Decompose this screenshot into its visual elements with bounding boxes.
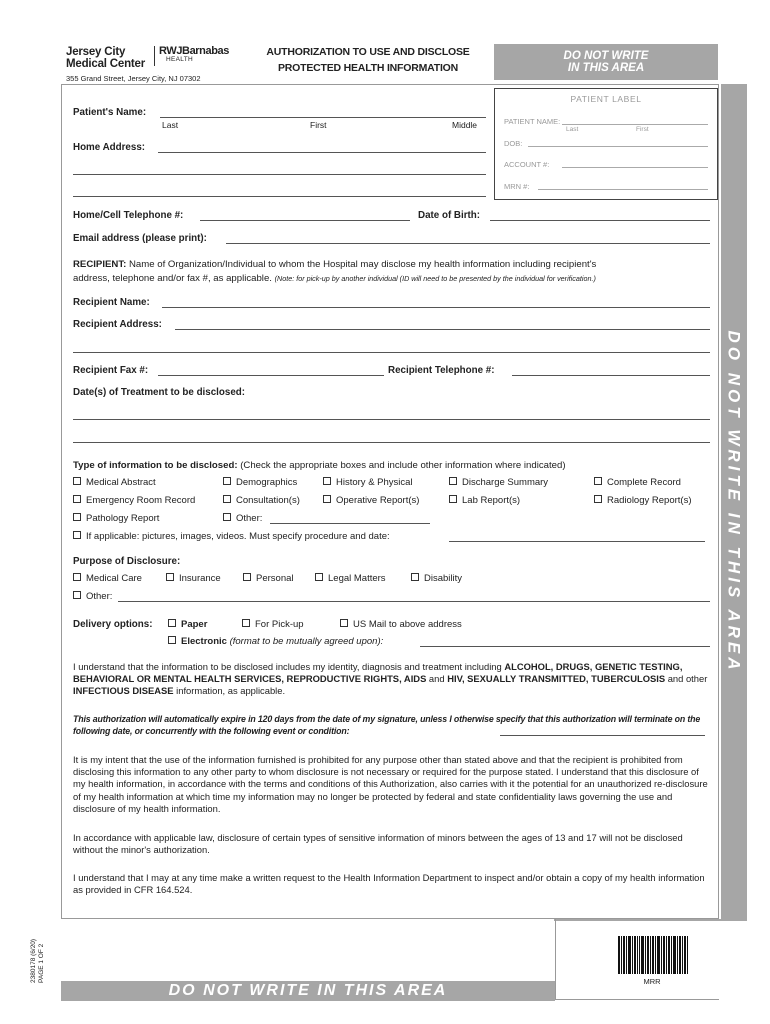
checkbox-icon	[340, 619, 348, 627]
p1-c: and	[426, 673, 448, 685]
recipient-name-field[interactable]	[162, 307, 710, 308]
checkbox-label: Complete Record	[607, 477, 681, 488]
checkbox-label: Radiology Report(s)	[607, 495, 692, 506]
label-dob-line	[528, 146, 708, 147]
checkbox-icon	[73, 591, 81, 599]
checkbox-medical-care[interactable]	[73, 573, 142, 584]
checkbox-label: Demographics	[236, 477, 298, 488]
checkbox-icon	[73, 495, 81, 503]
checkbox-lab-reports[interactable]	[449, 495, 520, 506]
checkbox-icon	[73, 573, 81, 581]
recipient-name-label: Recipient Name:	[73, 297, 150, 308]
form-title-line1: AUTHORIZATION TO USE AND DISCLOSE	[266, 46, 470, 58]
checkbox-label: Personal	[256, 573, 294, 584]
do-not-write-side-text: DO NOT WRITE IN THIS AREA	[725, 329, 744, 674]
checkbox-demographics[interactable]	[223, 477, 297, 488]
checkbox-icon	[449, 495, 457, 503]
patient-label-title: PATIENT LABEL	[570, 94, 642, 104]
do-not-write-top	[494, 44, 718, 80]
label-mrn: MRN #:	[504, 182, 530, 191]
checkbox-icon	[223, 477, 231, 485]
label-patient-name: PATIENT NAME:	[504, 117, 561, 126]
checkbox-label: Medical Abstract	[86, 477, 156, 488]
checkbox-label: Electronic	[181, 636, 227, 647]
home-address-field-1[interactable]	[158, 152, 486, 153]
checkbox-label: Pathology Report	[86, 513, 160, 524]
label-first: First	[636, 126, 649, 133]
p1-g: information, as applicable.	[173, 685, 286, 697]
label-mrn-line	[538, 189, 708, 190]
p1-e: and other	[665, 673, 708, 685]
form-page-number: PAGE 1 OF 2	[38, 943, 45, 983]
do-not-write-top-line1: DO NOT WRITE	[563, 50, 649, 62]
checkbox-other-info[interactable]	[223, 513, 262, 524]
checkbox-label: Lab Report(s)	[462, 495, 521, 506]
date-of-birth-field[interactable]	[490, 220, 710, 221]
home-address-label: Home Address:	[73, 142, 146, 153]
checkbox-icon	[449, 477, 457, 485]
purpose-heading: Purpose of Disclosure:	[73, 556, 181, 567]
checkbox-legal-matters[interactable]	[315, 573, 386, 584]
checkbox-label: Discharge Summary	[462, 477, 549, 488]
checkbox-label: Other:	[236, 513, 263, 524]
checkbox-icon	[594, 495, 602, 503]
checkbox-icon	[168, 636, 176, 644]
home-telephone-field[interactable]	[200, 220, 410, 221]
p1-b: ALCOHOL, DRUGS, GENETIC TESTING, BEHAVIORAL OR MENTAL HEALTH SERVICES, REPRODUCTIVE RIGHTS, AIDS	[73, 661, 683, 685]
mrr-label: MRR	[643, 977, 661, 986]
checkbox-label: History & Physical	[336, 477, 413, 488]
logo-line1: Jersey City	[66, 46, 126, 58]
paragraph-minors: In accordance with applicable law, disclosure of certain types of sensitive information of minors between the ages of 13 and 17 will not be disclosed without the minor's authorization.	[73, 832, 683, 856]
recipient-telephone-label: Recipient Telephone #:	[388, 365, 495, 376]
label-dob: DOB:	[504, 139, 523, 148]
checkbox-history-physical[interactable]	[323, 477, 413, 488]
procedure-date-field[interactable]	[449, 541, 705, 542]
form-code	[30, 935, 76, 983]
label-last: Last	[566, 126, 579, 133]
recipient-telephone-field[interactable]	[512, 375, 710, 376]
form-title	[250, 44, 486, 76]
electronic-note: (format to be mutually agreed upon):	[229, 636, 384, 647]
logo-jersey-city	[66, 46, 145, 70]
other-purpose-field[interactable]	[118, 601, 710, 602]
do-not-write-side	[721, 84, 747, 919]
p1-a: I understand that the information to be disclosed includes my identity, diagnosis and treatment including	[73, 661, 505, 672]
checkbox-icon	[315, 573, 323, 581]
recipient-fax-field[interactable]	[158, 375, 384, 376]
checkbox-icon	[73, 531, 81, 539]
other-info-field[interactable]	[270, 523, 430, 524]
checkbox-icon	[323, 477, 331, 485]
info-type-heading-bold: Type of information to be disclosed:	[73, 460, 238, 471]
checkbox-consultations[interactable]	[223, 495, 300, 506]
electronic-format-field[interactable]	[420, 646, 710, 647]
checkbox-us-mail[interactable]	[340, 619, 462, 630]
checkbox-if-applicable[interactable]	[73, 531, 390, 542]
p1-f: INFECTIOUS DISEASE	[73, 685, 174, 697]
checkbox-label: Consultation(s)	[236, 495, 300, 506]
treatment-dates-field-2[interactable]	[73, 442, 710, 443]
checkbox-label: For Pick-up	[255, 619, 304, 630]
label-patient-name-line	[562, 124, 708, 125]
recipient-address-label: Recipient Address:	[73, 319, 162, 330]
email-field[interactable]	[226, 243, 710, 244]
checkbox-label: US Mail to above address	[353, 619, 462, 630]
patient-name-last: Last	[162, 120, 179, 130]
expiration-condition-field[interactable]	[500, 735, 705, 736]
form-code-number: 2380178 (6/20)	[30, 938, 37, 983]
checkbox-icon	[594, 477, 602, 485]
date-of-birth-label: Date of Birth:	[418, 210, 481, 221]
checkbox-icon	[223, 513, 231, 521]
logo-health: HEALTH	[166, 56, 193, 63]
recipient-address-field-1[interactable]	[175, 329, 710, 330]
checkbox-icon	[223, 495, 231, 503]
patient-name-label: Patient's Name:	[73, 107, 147, 118]
logo-divider	[154, 46, 155, 66]
checkbox-complete-record[interactable]	[594, 477, 681, 488]
label-account-line	[562, 167, 708, 168]
recipient-address-field-2[interactable]	[73, 352, 710, 353]
checkbox-label: Disability	[424, 573, 463, 584]
home-telephone-label: Home/Cell Telephone #:	[73, 210, 184, 221]
checkbox-icon	[73, 513, 81, 521]
checkbox-icon	[411, 573, 419, 581]
recipient-intro	[73, 259, 596, 270]
paragraph-expiration	[73, 713, 711, 737]
checkbox-disability[interactable]	[411, 573, 462, 584]
checkbox-label: Legal Matters	[328, 573, 386, 584]
patient-name-field[interactable]	[160, 117, 486, 118]
checkbox-label: Medical Care	[86, 573, 142, 584]
barcode-icon	[618, 936, 688, 974]
checkbox-emergency-room[interactable]	[73, 495, 195, 506]
treatment-dates-label: Date(s) of Treatment to be disclosed:	[73, 387, 246, 398]
logo-line2: Medical Center	[66, 58, 146, 70]
delivery-options-label: Delivery options:	[73, 619, 153, 630]
hospital-address: 355 Grand Street, Jersey City, NJ 07302	[66, 74, 201, 83]
checkbox-icon	[166, 573, 174, 581]
checkbox-icon	[73, 477, 81, 485]
checkbox-label: If applicable: pictures, images, videos. Must specify procedure and date:	[86, 531, 390, 542]
checkbox-icon	[323, 495, 331, 503]
paragraph-disclosure-includes	[73, 661, 711, 698]
checkbox-label: Other:	[86, 591, 113, 602]
recipient-intro-note: (Note: for pick-up by another individual (ID will need to be presented by the individual for verification.)	[274, 274, 596, 283]
patient-name-first: First	[310, 120, 327, 130]
recipient-intro-line2	[73, 273, 596, 284]
checkbox-label: Paper	[181, 619, 208, 630]
home-address-field-3[interactable]	[73, 196, 486, 197]
recipient-intro-bold: RECIPIENT:	[73, 259, 127, 270]
checkbox-operative-reports[interactable]	[323, 495, 419, 506]
checkbox-icon	[243, 573, 251, 581]
checkbox-icon	[168, 619, 176, 627]
checkbox-radiology-reports[interactable]	[594, 495, 691, 506]
p1-d: HIV, SEXUALLY TRANSMITTED, TUBERCULOSIS	[447, 673, 666, 685]
checkbox-electronic[interactable]	[168, 636, 383, 647]
checkbox-personal[interactable]	[243, 573, 294, 584]
paragraph-intent: It is my intent that the use of the information furnished is prohibited for any purpose other than stated above and that the recipient is prohibited from disclosing this information to any other party to whom disclosure is not necessary or required for the purpose stated. I understand that this disclosure of my health information, in accordance with the terms and conditions of this Authorization, also carries with it the potential for an unauthorized re-disclosure of my health information at which time my information may no longer be protected by federal and state confidentiality laws governing the use and disclosure of my health information.	[73, 754, 708, 814]
checkbox-icon	[242, 619, 250, 627]
do-not-write-top-line2: IN THIS AREA	[567, 62, 645, 74]
checkbox-label: Insurance	[179, 573, 221, 584]
info-type-heading-text: (Check the appropriate boxes and include other information where indicated)	[237, 460, 566, 471]
checkbox-pickup[interactable]	[242, 619, 304, 630]
checkbox-paper[interactable]	[168, 619, 207, 630]
email-label: Email address (please print):	[73, 233, 207, 244]
checkbox-other-purpose[interactable]	[73, 591, 112, 602]
home-address-field-2[interactable]	[73, 174, 486, 175]
checkbox-discharge-summary[interactable]	[449, 477, 548, 488]
paragraph-request: I understand that I may at any time make a written request to the Health Information Department to inspect and/or obtain a copy of my health information as provided in CFR 164.524.	[73, 872, 705, 896]
logo-rwjbarnabas: RWJBarnabas	[159, 45, 229, 57]
label-account: ACCOUNT #:	[504, 160, 550, 169]
patient-name-middle: Middle	[452, 120, 478, 130]
checkbox-label: Operative Report(s)	[336, 495, 420, 506]
recipient-intro-text: Name of Organization/Individual to whom the Hospital may disclose my health information including recipient's	[126, 259, 597, 270]
checkbox-medical-abstract[interactable]	[73, 477, 156, 488]
do-not-write-bottom: DO NOT WRITE IN THIS AREA	[61, 981, 555, 1001]
recipient-fax-label: Recipient Fax #:	[73, 365, 149, 376]
info-type-heading	[73, 460, 566, 471]
recipient-intro-line2-text: address, telephone and/or fax #, as applicable.	[73, 273, 272, 284]
checkbox-pathology-report[interactable]	[73, 513, 159, 524]
p2-text: This authorization will automatically expire in 120 days from the date of my signature, unless I otherwise specify that this authorization will terminate on the following date, or concurrently with the following event or condition:	[73, 714, 701, 737]
checkbox-insurance[interactable]	[166, 573, 221, 584]
treatment-dates-field-1[interactable]	[73, 419, 710, 420]
form-title-line2: PROTECTED HEALTH INFORMATION	[277, 62, 459, 74]
checkbox-label: Emergency Room Record	[86, 495, 196, 506]
